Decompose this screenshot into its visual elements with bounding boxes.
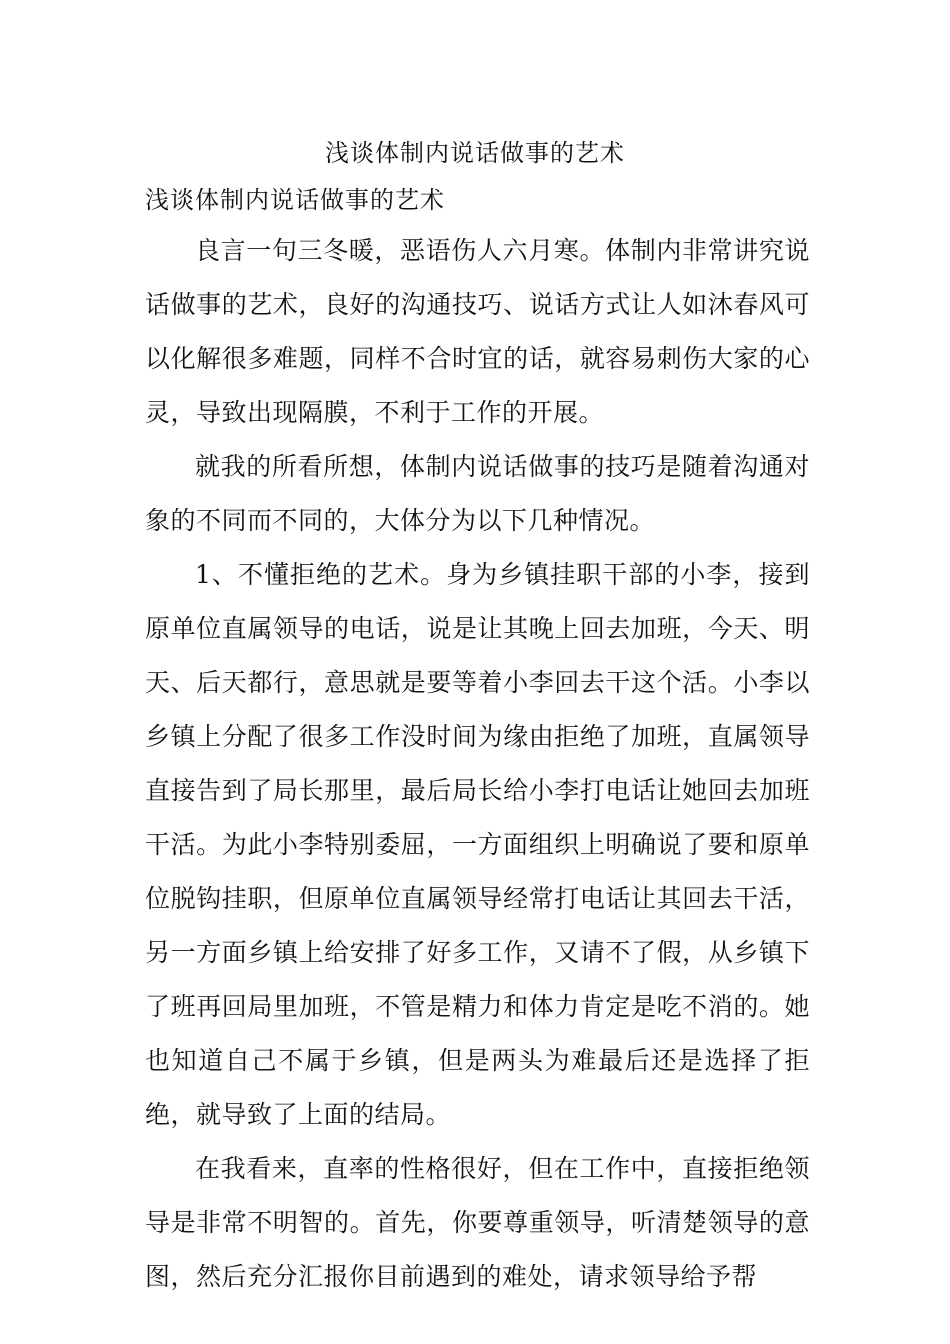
- document-body: [145, 180, 810, 1304]
- document-title: 浅谈体制内说话做事的艺术: [325, 139, 625, 167]
- paragraph-3: 1、不懂拒绝的艺术。身为乡镇挂职干部的小李，接到原单位直属领导的电话，说是让其晚上回去加班，今天、明天、后天都行，意思就是要等着小李回去干这个活。小李以乡镇上分配了很多工作没时间为缘由拒绝了加班，直属领导直接告到了局长那里，最后局长给小李打电话让她回去加班干活。为此小李特别委屈，一方面组织上明确说了要和原单位脱钩挂职，但原单位直属领导经常打电话让其回去干活，另一方面乡镇上给安排了好多工作，又请不了假，从乡镇下了班再回局里加班，不管是精力和体力肯定是吃不消的。她也知道自己不属于乡镇，但是两头为难最后还是选择了拒绝，就导致了上面的结局。: [145, 560, 810, 1129]
- document-subtitle: 浅谈体制内说话做事的艺术: [145, 186, 445, 214]
- paragraph-1: 良言一句三冬暖，恶语伤人六月寒。体制内非常讲究说话做事的艺术，良好的沟通技巧、说话方式让人如沐春风可以化解很多难题，同样不合时宜的话，就容易刺伤大家的心灵，导致出现隔膜，不利于工作的开展。: [145, 236, 810, 427]
- paragraph-4: 在我看来，直率的性格很好，但在工作中，直接拒绝领导是非常不明智的。首先，你要尊重领导，听清楚领导的意图，然后充分汇报你目前遇到的难处，请求领导给予帮: [145, 1154, 810, 1291]
- paragraph-2: 就我的所看所想，体制内说话做事的技巧是随着沟通对象的不同而不同的，大体分为以下几种情况。: [145, 452, 810, 535]
